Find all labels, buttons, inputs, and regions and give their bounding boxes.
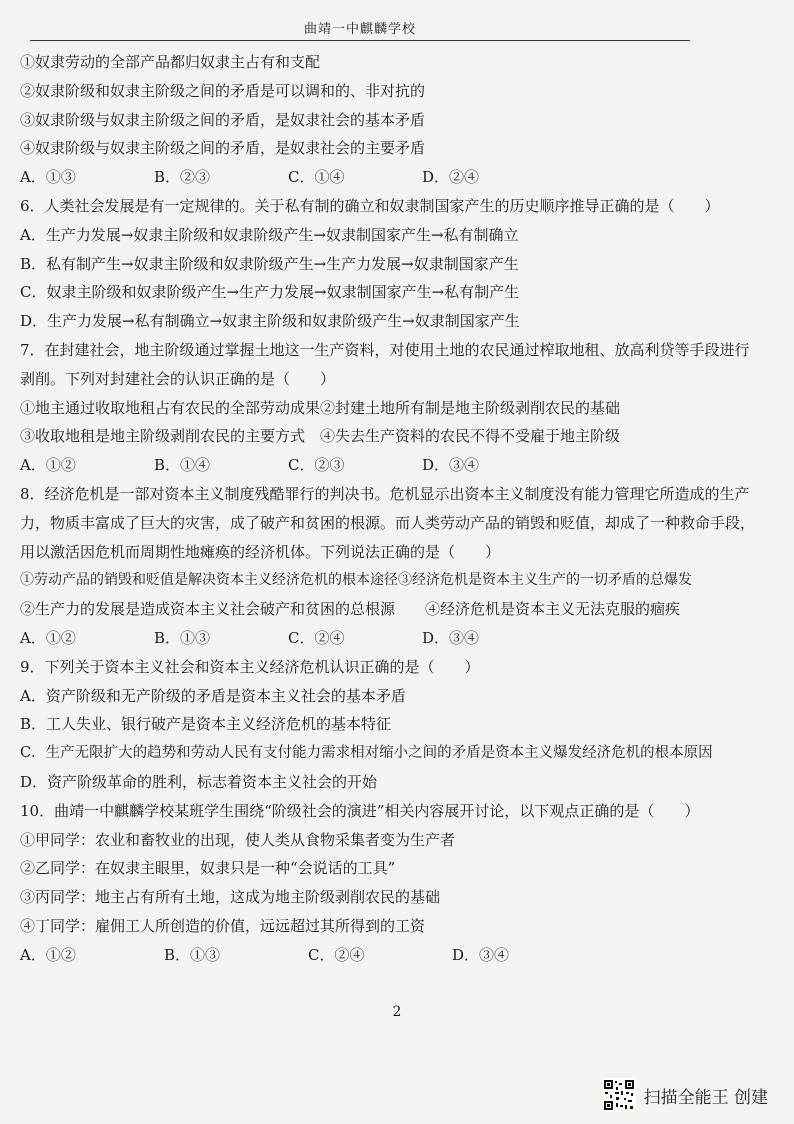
qr-code-icon bbox=[602, 1078, 636, 1112]
q6-option-b: B．私有制产生→奴隶主阶级和奴隶阶级产生→生产力发展→奴隶制国家产生 bbox=[20, 254, 519, 273]
q10-option-d: D．③④ bbox=[452, 945, 510, 964]
q7-option-b: B．①④ bbox=[154, 456, 211, 475]
q6-stem: 6．人类社会发展是有一定规律的。关于私有制的确立和奴隶制国家产生的历史顺序推导正确的是（ ） bbox=[20, 196, 720, 215]
q5-options bbox=[20, 163, 780, 192]
q5-statement: ②奴隶阶级和奴隶主阶级之间的矛盾是可以调和的、非对抗的 bbox=[20, 81, 426, 100]
q10-options bbox=[20, 941, 780, 970]
q10-statement: ④丁同学：雇佣工人所创造的价值，远远超过其所得到的工资 bbox=[20, 916, 426, 935]
q6-option-d: D．生产力发展→私有制确立→奴隶主阶级和奴隶阶级产生→奴隶制国家产生 bbox=[20, 312, 520, 331]
q7-options bbox=[20, 451, 780, 480]
q8-option-d: D．③④ bbox=[422, 628, 480, 647]
q7-option-c: C．②③ bbox=[288, 456, 345, 475]
q10-option-c: C．②④ bbox=[308, 945, 365, 964]
q7-stem-cont: 剥削。下列对封建社会的认识正确的是（ ） bbox=[20, 369, 336, 388]
q9-option-c: C．生产无限扩大的趋势和劳动人民有支付能力需求相对缩小之间的矛盾是资本主义爆发经济危机的根本原因 bbox=[20, 745, 713, 762]
q10-statement: ②乙同学：在奴隶主眼里，奴隶只是一种“会说话的工具” bbox=[20, 859, 396, 878]
q8-stem-cont: 力，物质丰富成了巨大的灾害，成了破产和贫困的根源。而人类劳动产品的销毁和贬值，却成了一种救命手段， bbox=[20, 513, 756, 532]
q7-statements: ①地主通过收取地租占有农民的全部劳动成果②封建土地所有制是地主阶级剥削农民的基础 bbox=[20, 398, 621, 417]
q7-stem: 7．在封建社会，地主阶级通过掌握土地这一生产资料，对使用土地的农民通过榨取地租、放高利贷等手段进行 bbox=[20, 340, 750, 359]
q5-option-c: C．①④ bbox=[288, 168, 345, 187]
q8-option-c: C．②④ bbox=[288, 628, 345, 647]
header-rule bbox=[30, 40, 690, 41]
q6-option-c: C．奴隶主阶级和奴隶阶级产生→生产力发展→奴隶制国家产生→私有制产生 bbox=[20, 283, 520, 302]
page-number: 2 bbox=[392, 1004, 402, 1020]
q5-option-a: A．①③ bbox=[20, 168, 76, 187]
q10-option-a: A．①② bbox=[20, 945, 76, 964]
q8-statements: ①劳动产品的销毁和贬值是解决资本主义经济危机的根本途径③经济危机是资本主义生产的一切矛盾的总爆发 bbox=[20, 572, 692, 589]
q10-statement: ③丙同学：地主占有所有土地，这成为地主阶级剥削农民的基础 bbox=[20, 888, 441, 907]
q10-stem: 10．曲靖一中麒麟学校某班学生围绕“阶级社会的演进”相关内容展开讨论，以下观点正确的是（ ） bbox=[20, 801, 700, 820]
q8-stem: 8．经济危机是一部对资本主义制度残酷罪行的判决书。危机显示出资本主义制度没有能力管理它所造成的生产 bbox=[20, 484, 750, 503]
page-header-school: 曲靖一中麒麟学校 bbox=[303, 22, 416, 37]
scanner-watermark bbox=[602, 1077, 768, 1113]
q8-stem-cont: 用以激活因危机而周期性地瘫痪的经济机体。下列说法正确的是（ ） bbox=[20, 542, 501, 561]
q5-statement: ④奴隶阶级与奴隶主阶级之间的矛盾，是奴隶社会的主要矛盾 bbox=[20, 139, 426, 158]
q9-option-d: D．资产阶级革命的胜利，标志着资本主义社会的开始 bbox=[20, 772, 378, 791]
q6-option-a: A．生产力发展→奴隶主阶级和奴隶阶级产生→奴隶制国家产生→私有制确立 bbox=[20, 225, 519, 244]
q9-option-a: A．资产阶级和无产阶级的矛盾是资本主义社会的基本矛盾 bbox=[20, 686, 406, 705]
q8-options bbox=[20, 624, 780, 653]
q5-statement: ③奴隶阶级与奴隶主阶级之间的矛盾，是奴隶社会的基本矛盾 bbox=[20, 110, 426, 129]
q5-option-b: B．②③ bbox=[154, 168, 211, 187]
watermark-text: 扫描全能王 创建 bbox=[643, 1087, 768, 1108]
q9-stem: 9．下列关于资本主义社会和资本主义经济危机认识正确的是（ ） bbox=[20, 657, 480, 676]
q7-option-d: D．③④ bbox=[422, 456, 480, 475]
q5-option-d: D．②④ bbox=[422, 168, 480, 187]
q8-option-a: A．①② bbox=[20, 628, 76, 647]
question-content bbox=[20, 48, 780, 970]
q10-statement: ①甲同学：农业和畜牧业的出现，使人类从食物采集者变为生产者 bbox=[20, 830, 456, 849]
q9-option-b: B．工人失业、银行破产是资本主义经济危机的基本特征 bbox=[20, 715, 392, 734]
q7-option-a: A．①② bbox=[20, 456, 76, 475]
q8-option-b: B．①③ bbox=[154, 628, 211, 647]
q7-statements: ③收取地租是地主阶级剥削农民的主要方式 ④失去生产资料的农民不得不受雇于地主阶级 bbox=[20, 427, 621, 446]
q5-statement: ①奴隶劳动的全部产品都归奴隶主占有和支配 bbox=[20, 53, 321, 71]
q8-statements: ②生产力的发展是造成资本主义社会破产和贫困的总根源 ④经济危机是资本主义无法克服的痼疾 bbox=[20, 600, 681, 619]
q10-option-b: B．①③ bbox=[164, 945, 221, 964]
